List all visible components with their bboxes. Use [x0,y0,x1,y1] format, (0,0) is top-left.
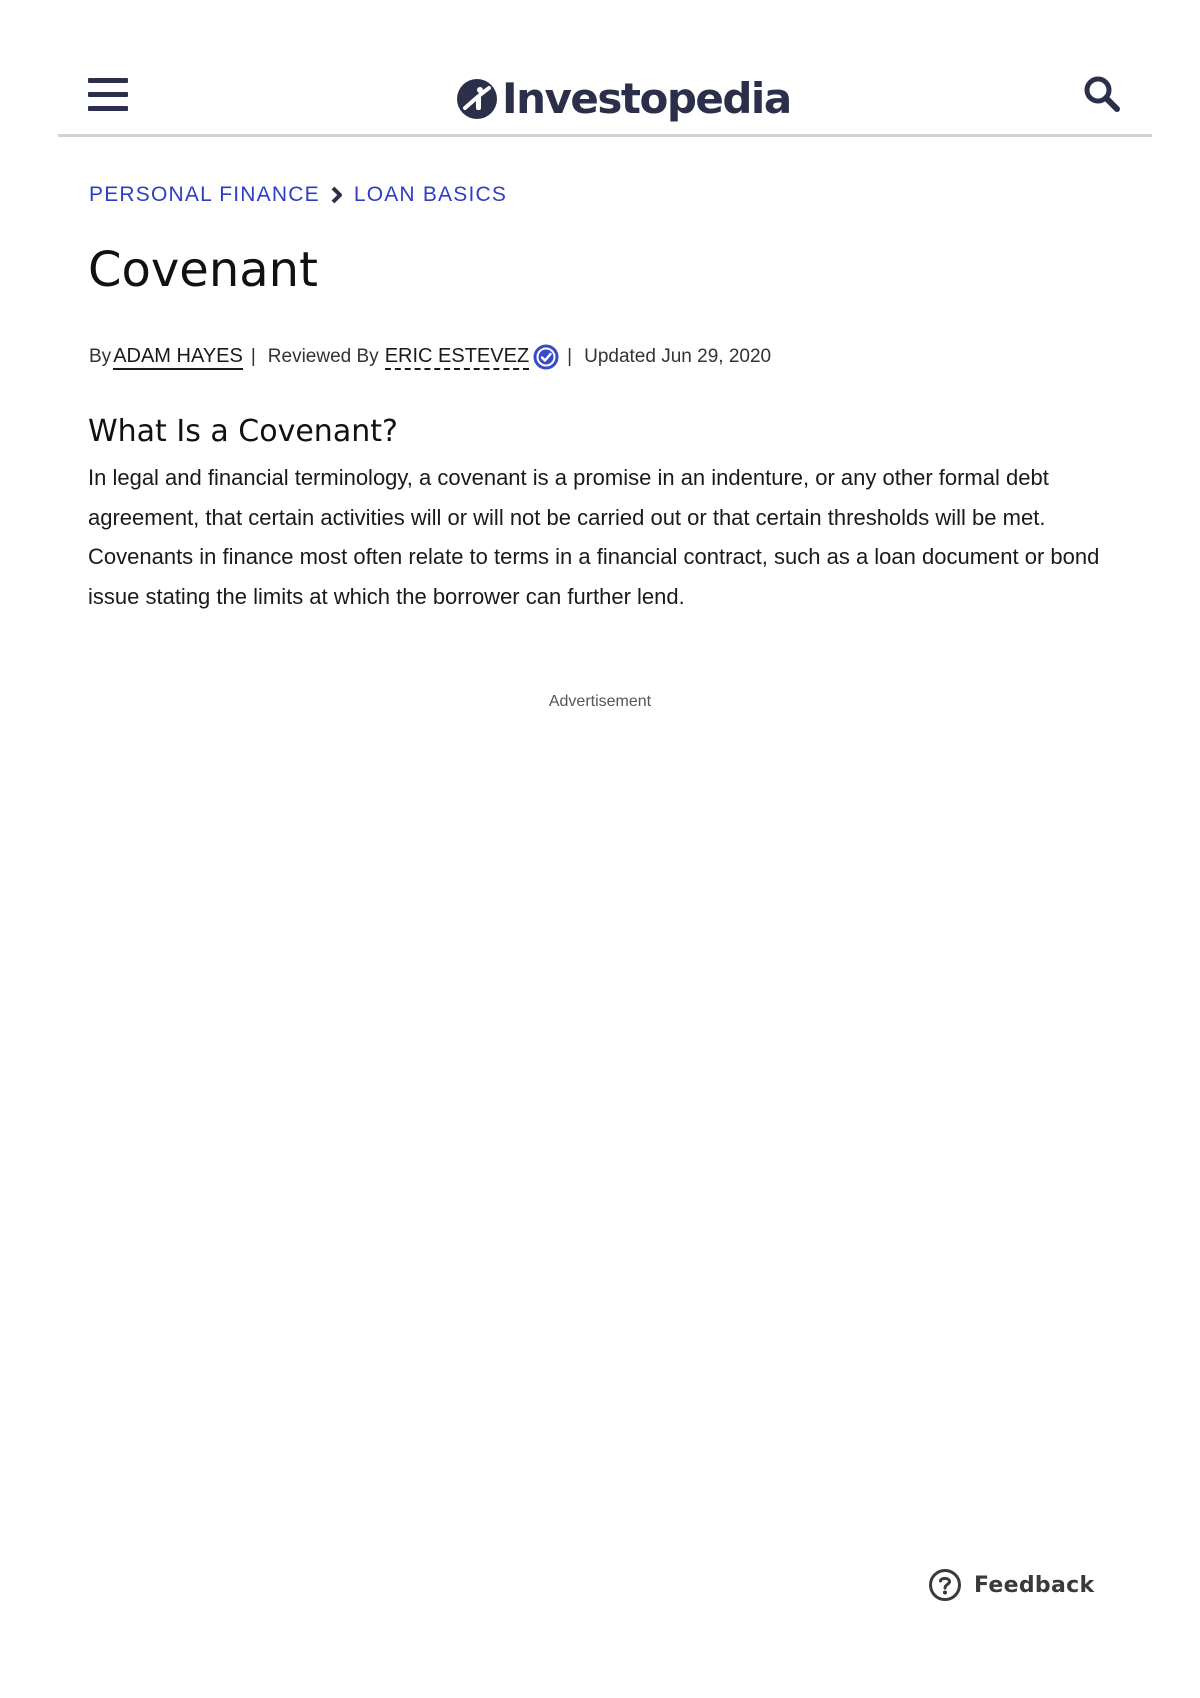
logo-mark-icon [456,78,498,120]
reviewer-link[interactable]: ERIC ESTEVEZ [385,345,529,370]
menu-bar-top [88,78,128,83]
breadcrumb-loan-basics[interactable]: LOAN BASICS [353,183,508,206]
byline-separator-2: | [567,346,573,367]
site-logo[interactable] [456,73,791,125]
article-paragraph: In legal and financial terminology, a covenant is a promise in an indenture, or any other formal debt agreement, that certain activities will or will not be carried out or that certain thresholds will be met. Covenants in finance most often relate to terms in a financial contract, such as a loan document or bond issue stating the limits at which the borrower can further lend. [88,465,1100,609]
author-link[interactable]: ADAM HAYES [113,345,243,370]
article-byline [89,340,771,374]
site-header [58,0,1152,137]
byline-by-prefix: By [89,346,112,367]
section-heading: What Is a Covenant? [88,414,398,449]
logo-wordmark: Investopedia [502,74,791,123]
breadcrumb-personal-finance[interactable]: PERSONAL FINANCE [89,183,320,206]
question-circle-icon [928,1568,962,1602]
menu-bar-middle [88,92,128,97]
verified-check-icon[interactable] [533,344,559,370]
hamburger-menu-icon[interactable] [88,78,128,112]
breadcrumb [89,180,507,210]
updated-date: Updated Jun 29, 2020 [584,346,772,367]
byline-reviewed-prefix: Reviewed By [267,346,379,367]
feedback-label: Feedback [974,1572,1095,1598]
feedback-button[interactable] [928,1567,1094,1603]
page-title: Covenant [88,242,318,298]
menu-bar-bottom [88,106,128,111]
byline-separator: | [250,346,256,367]
advertisement-label: Advertisement [548,693,652,710]
search-icon[interactable] [1082,74,1122,114]
chevron-right-icon [330,186,344,204]
